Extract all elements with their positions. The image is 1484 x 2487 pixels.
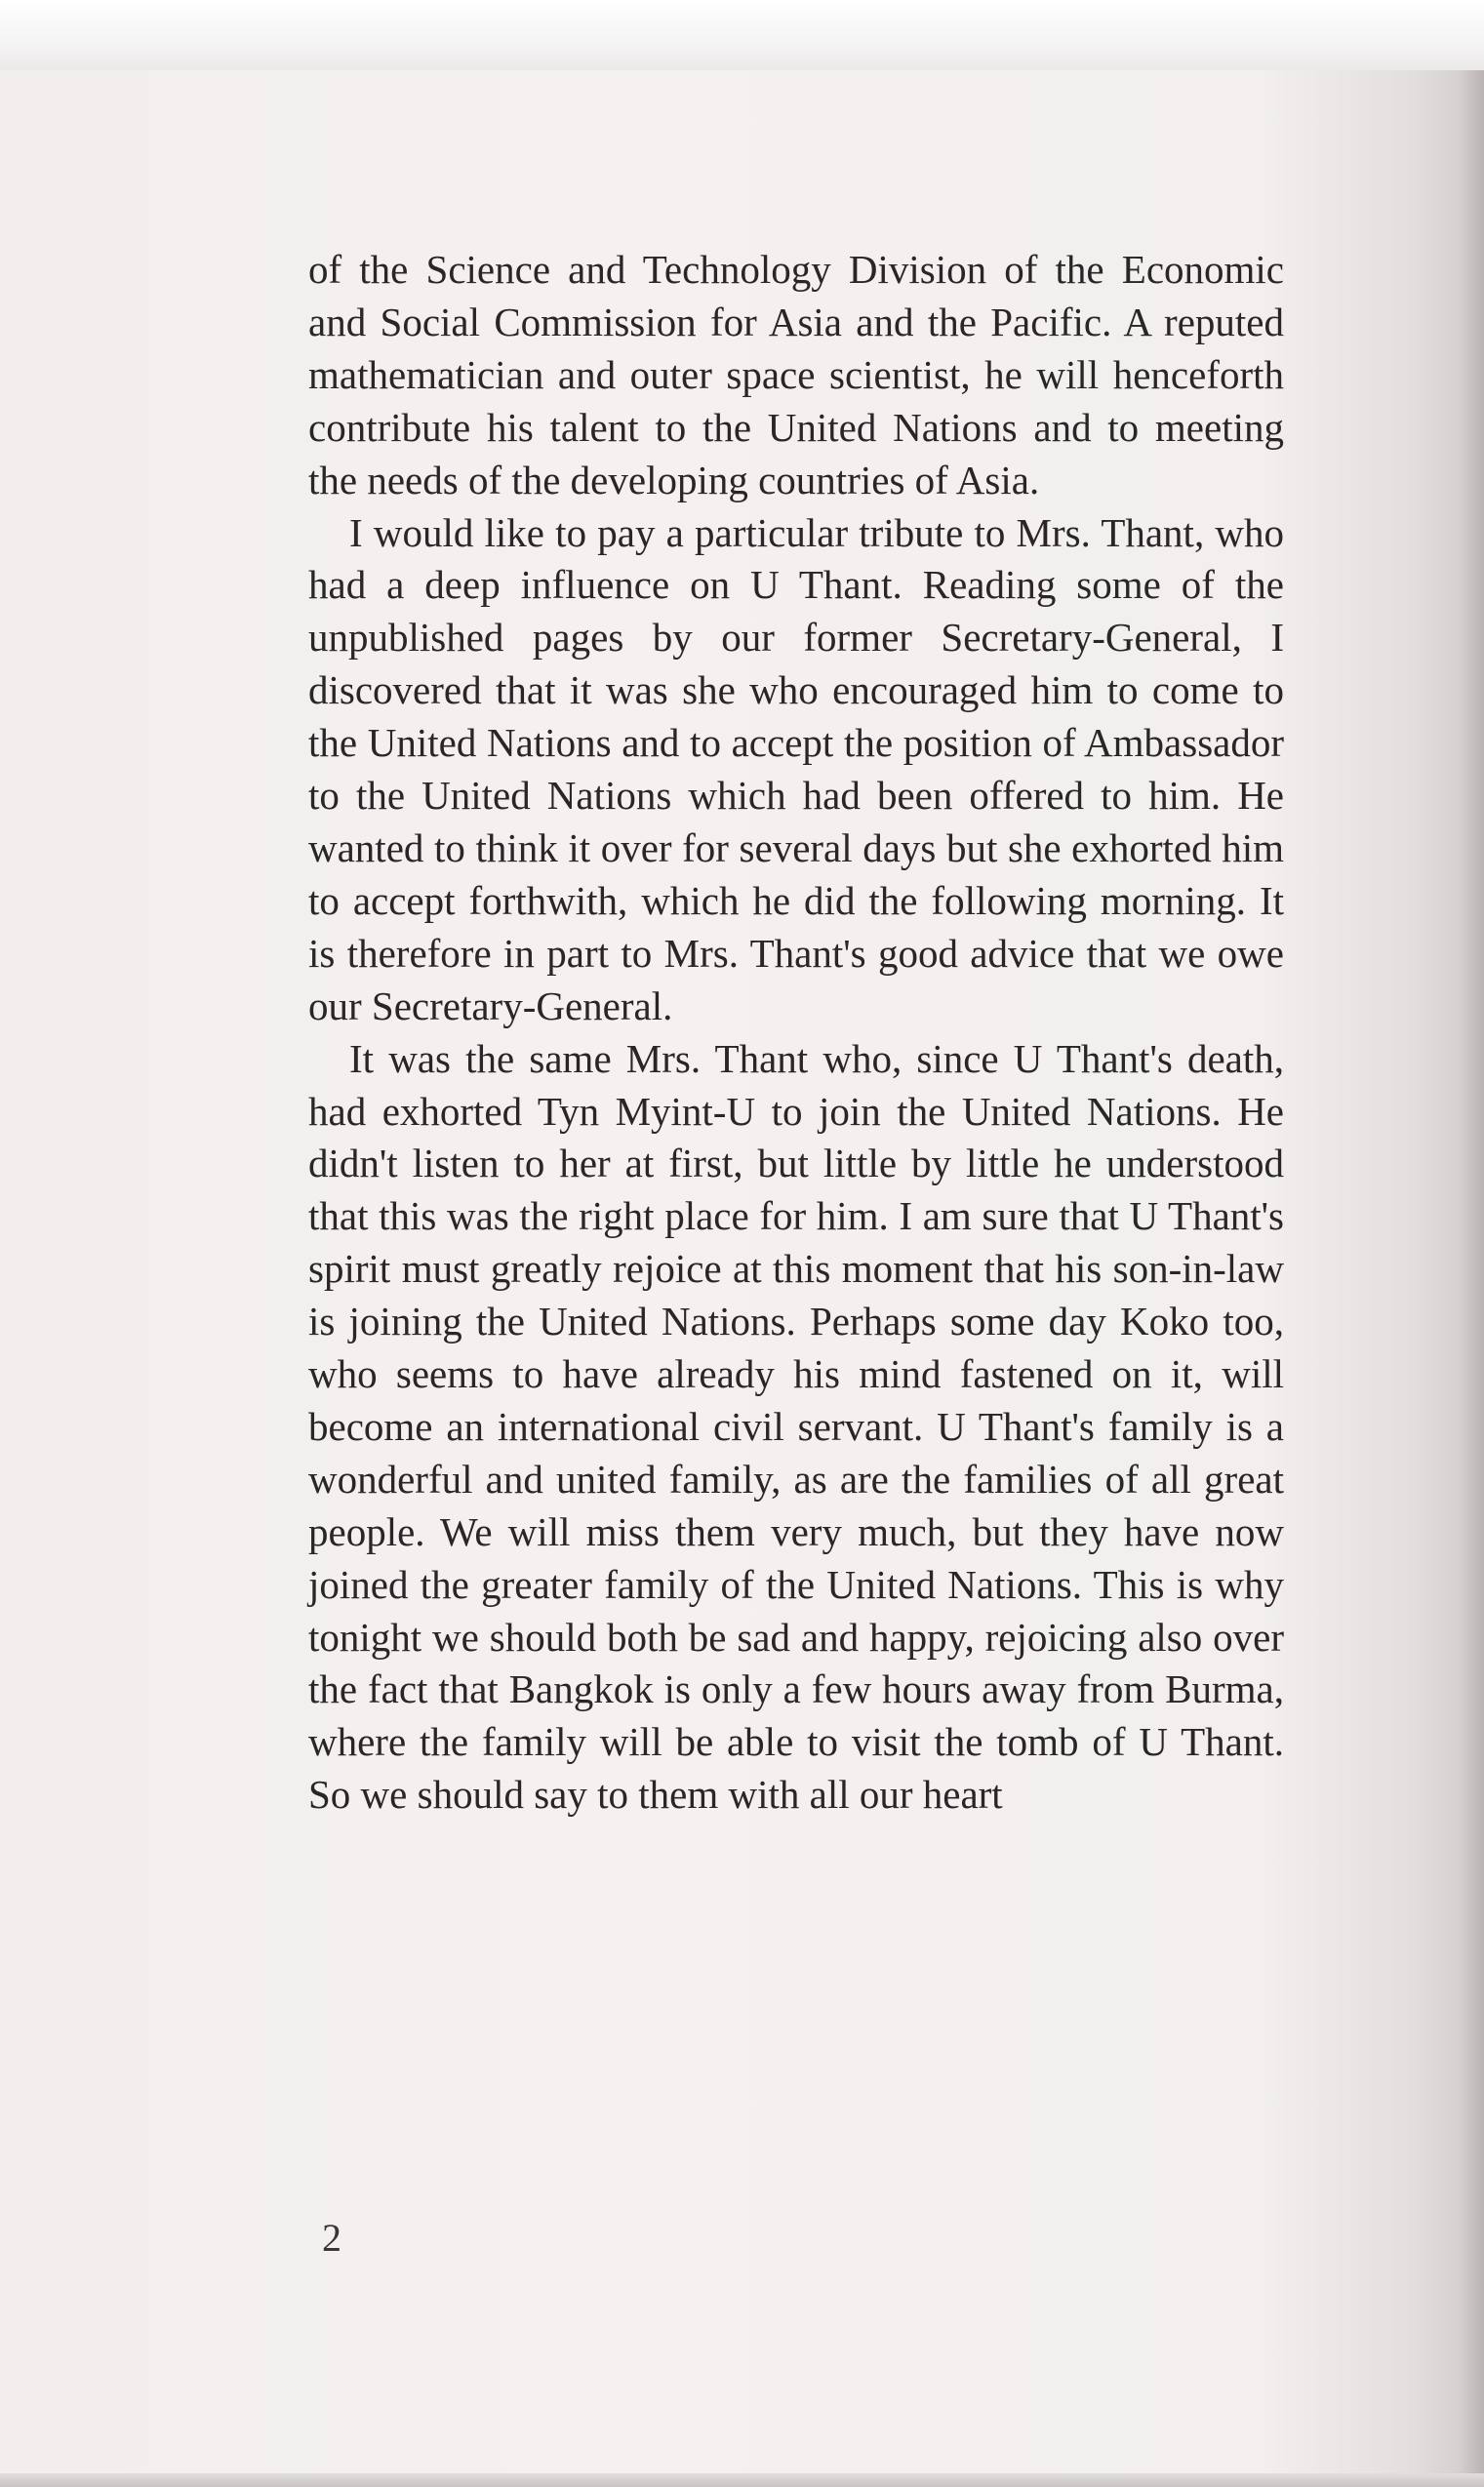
scan-top-margin [0,0,1484,76]
paragraph-1: of the Science and Technology Division of the Economic and Social Commission for Asia and the Pacific. A reputed mathematician and outer space scientist, he will henceforth contribute his talent to the United Nations and to meeting the needs of the developing countries of Asia. [308,247,1284,502]
paragraph-2: I would like to pay a particular tribute to Mrs. Thant, who had a deep influence on U Thant. Reading some of the unpublished pages by our former Secretary-General, I discovered that it was she who encouraged him to come to the United Nations and to accept the position of Ambassador to the United Nations which had been offered to him. He wanted to think it over for several days but she exhorted him to accept forthwith, which he did the following morning. It is therefore in part to Mrs. Thant's good advice that we owe our Secretary-General. [308,509,1284,1028]
paragraph-3: It was the same Mrs. Thant who, since U Thant's death, had exhorted Tyn Myint-U to join the United Nations. He didn't listen to her at first, but little by little he understood that this was the right place for him. I am sure that U Thant's spirit must greatly rejoice at this moment that his son-in-law is joining the United Nations. Perhaps some day Koko too, who seems to have already his mind fastened on it, will become an international civil servant. U Thant's family is a wonderful and united family, as are the families of all great people. We will miss them very much, but they have now joined the greater family of the United Nations. This is why tonight we should both be sad and happy, rejoicing also over the fact that Bangkok is only a few hours away from Burma, where the family will be able to visit the tomb of U Thant. So we should say to them with all our heart [308,1035,1284,1818]
page-bottom-edge [0,2473,1484,2487]
body-text [308,244,1284,1822]
page-right-edge [1457,70,1484,2487]
page-number: 2 [322,2216,341,2260]
